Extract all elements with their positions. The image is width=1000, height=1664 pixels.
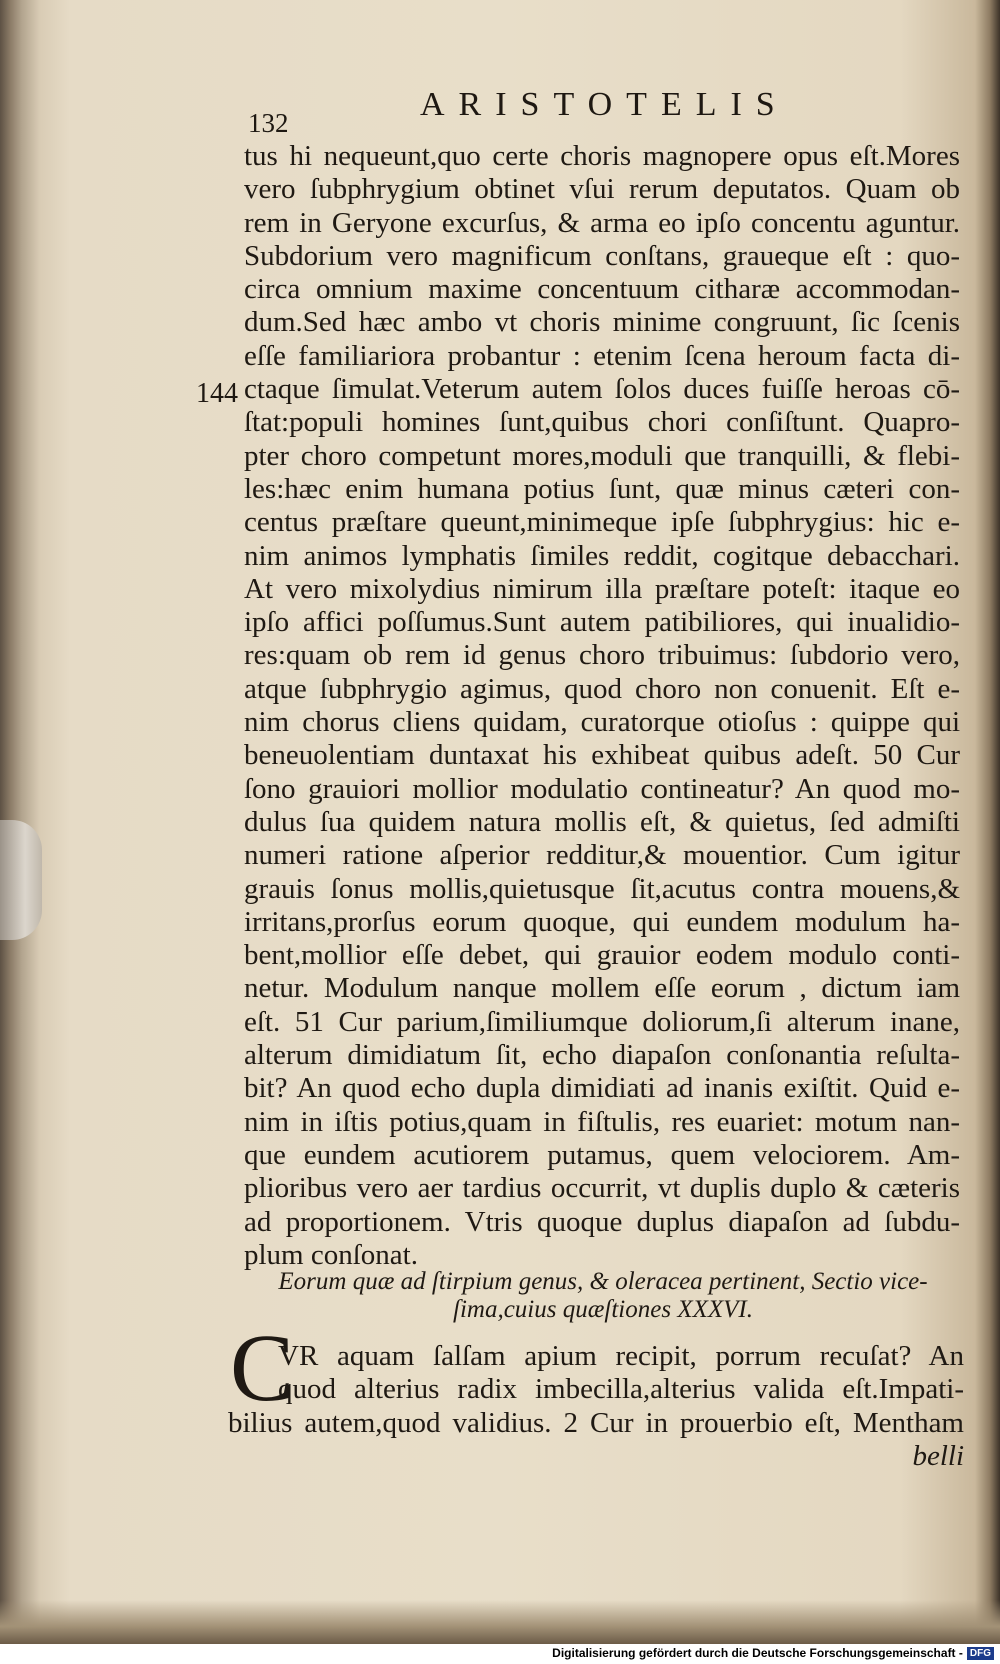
footer-credit-text: Digitalisierung gefördert durch die Deutsche Forschungsgemeinschaft - [552, 1646, 963, 1660]
footer-credit [552, 1646, 994, 1660]
book-clasp [0, 820, 42, 940]
text-line: nim chorus cliens quidam, curatorque otioſus : quippe qui [244, 706, 960, 739]
text-line: dulus ſua quidem natura mollis eſt, & quietus, ſed admiſti [244, 805, 960, 838]
text-line: bit? An quod echo dupla dimidiati ad inanis exiſtit. Quid e- [244, 1072, 960, 1105]
text-line: plum conſonat. [244, 1238, 418, 1271]
text-line: nim animos lymphatis ſimiles reddit, cogitque debacchari. [244, 539, 960, 572]
text-line: res:quam ob rem id genus choro tribuimus: ſubdorio vero, [244, 639, 960, 672]
text-line: eſſe familiariora probantur : etenim ſcena heroum facta di- [244, 339, 960, 372]
running-head: ARISTOTELIS [420, 86, 789, 123]
text-line: numeri ratione aſperior redditur,& mouentior. Cum igitur [244, 839, 960, 872]
section-heading [258, 1268, 948, 1324]
text-line: rem in Geryone excurſus, & arma eo ipſo concentu aguntur. [244, 206, 960, 239]
text-line: dum.Sed hæc ambo vt choris minime congruunt, ſic ſcenis [244, 306, 960, 339]
text-line: vero ſubphrygium obtinet vſui rerum deputatos. Quam ob [244, 173, 960, 206]
text-line: bent,mollior eſſe debet, qui grauior eodem modulo conti- [244, 939, 960, 972]
page-number: 132 [248, 108, 289, 138]
text-line: ad proportionem. Vtris quoque duplus diapaſon ad ſubdu- [244, 1205, 960, 1238]
text-line: ctaque ſimulat.Veterum autem ſolos duces fuiſſe heroas cō- [244, 373, 960, 406]
dfg-logo: DFG [967, 1647, 994, 1660]
drop-cap: C [230, 1314, 295, 1421]
text-line: grauis ſonus mollis,quietusque ſit,acutus contra mouens,& [244, 872, 960, 905]
text-line: bilius autem,quod validius. 2 Cur in prouerbio eſt, Mentham [228, 1406, 964, 1439]
text-line: pter choro competunt mores,moduli que tranquilli, & flebi- [244, 439, 960, 472]
text-line: irritans,prorſus eorum quoque, qui eundem modulum ha- [244, 905, 960, 938]
text-line: ſono grauiori mollior modulatio contineatur? An quod mo- [244, 772, 960, 805]
page-edge [0, 1600, 1000, 1644]
text-line: plioribus vero aer tardius occurrit, vt duplis duplo & cæteris [244, 1172, 960, 1205]
text-line: ipſo affici poſſumus.Sunt autem patibiliores, qui inualidio- [244, 606, 960, 639]
section-heading-line-2: ſima,cuius quæſtiones XXXVI. [453, 1296, 753, 1323]
text-line: At vero mixolydius nimirum illa præſtare poteſt: itaque eo [244, 572, 960, 605]
margin-number: 144 [196, 378, 238, 409]
text-line: alterum dimidiatum ſit, echo diapaſon conſonantia reſulta- [244, 1039, 960, 1072]
text-line: atque ſubphrygio agimus, quod choro non conuenit. Eſt e- [244, 672, 960, 705]
body-text [244, 140, 960, 1272]
text-line: eſt. 51 Cur parium,ſimiliumque doliorum,ſi alterum inane, [244, 1005, 960, 1038]
catchword: belli [912, 1439, 964, 1472]
section-heading-line-1: Eorum quæ ad ſtirpium genus, & oleracea pertinent, Sectio vice- [278, 1268, 928, 1295]
text-line: netur. Modulum nanque mollem eſſe eorum , dictum iam [244, 972, 960, 1005]
text-line: tus hi nequeunt,quo certe choris magnopere opus eſt.Mores [244, 140, 960, 172]
text-line: quod alterius radix imbecilla,alterius valida eſt.Impati- [278, 1373, 964, 1406]
text-line: beneuolentiam duntaxat his exhibeat quibus adeſt. 50 Cur [244, 739, 960, 772]
text-line: les:hæc enim humana potius ſunt, quæ minus cæteri con- [244, 472, 960, 505]
text-line: circa omnium maxime concentuum citharæ accommodan- [244, 273, 960, 306]
text-line: VR aquam ſalſam apium recipit, porrum recuſat? An [278, 1340, 964, 1372]
text-line: centus præſtare queunt,minimeque ipſe ſubphrygius: hic e- [244, 506, 960, 539]
text-line: que eundem acutiorem putamus, quem velociorem. Am- [244, 1138, 960, 1171]
section-text [228, 1340, 964, 1473]
text-line: ſtat:populi homines ſunt,quibus chori conſiſtunt. Quapro- [244, 406, 960, 439]
text-line: nim in iſtis potius,quam in fiſtulis, res euariet: motum nan- [244, 1105, 960, 1138]
text-line: Subdorium vero magnificum conſtans, graueque eſt : quo- [244, 239, 960, 272]
